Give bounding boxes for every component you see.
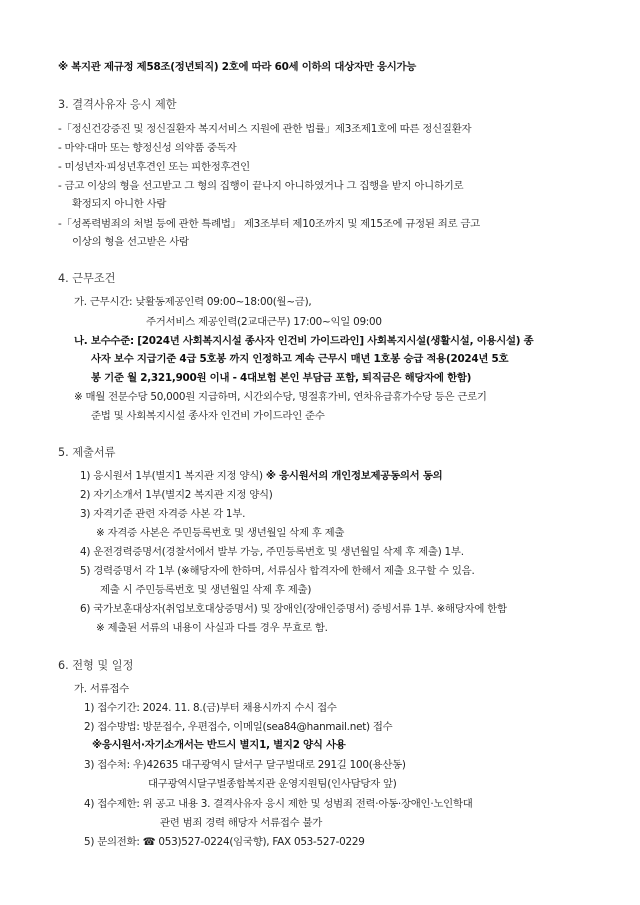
disqualification-item: -「정신건강증진 및 정신질환자 복지서비스 지원에 관한 법률」제3조제1호에 따른 정신질환자	[58, 123, 472, 135]
section-heading-schedule: 6. 전형 및 일정	[58, 659, 134, 672]
document-item: 2) 자기소개서 1부(별지2 복지관 지정 양식)	[80, 489, 273, 501]
document-item	[80, 469, 442, 483]
disqualification-item: - 마약·대마 또는 향정신성 의약품 중독자	[58, 142, 237, 154]
pay-level-line: 나. 보수수준: [2024년 사회복지시설 종사자 인건비 가이드라인] 사회복지시설(생활시설, 이용시설) 종	[74, 335, 534, 347]
schedule-item-continued: 대구광역시달구벌종합복지관 운영지원팀(인사담당자 앞)	[148, 778, 397, 790]
contact-phone: 5) 문의전화: ☎ 053)527-0224(임국향), FAX 053-527-0229	[84, 836, 365, 848]
document-item: 6) 국가보훈대상자(취업보호대상증명서) 및 장애인(장애인증명서) 증빙서류 1부. ※해당자에 한함	[80, 603, 507, 615]
pay-level-line-continued: 봉 기준 월 2,321,900원 이내 - 4대보험 본인 부담금 포함, 퇴직금은 해당자에 한함)	[91, 372, 472, 384]
schedule-item: 1) 접수기간: 2024. 11. 8.(금)부터 채용시까지 수시 접수	[84, 702, 337, 714]
schedule-item: 2) 접수방법: 방문접수, 우편접수, 이메일(sea84@hanmail.net) 접수	[84, 721, 393, 733]
section-heading-documents: 5. 제출서류	[58, 446, 116, 459]
document-item-note: ※ 제출된 서류의 내용이 사실과 다를 경우 무효로 함.	[96, 622, 328, 634]
document-item-note: ※ 자격증 사본은 주민등록번호 및 생년월일 삭제 후 제출	[96, 527, 345, 539]
section-heading-conditions: 4. 근무조건	[58, 272, 116, 285]
disqualification-item-continued: 확정되지 아니한 사람	[72, 198, 167, 210]
disqualification-item: - 금고 이상의 형을 선고받고 그 형의 집행이 끝나지 아니하였거나 그 집행을 받지 아니하기로	[58, 180, 464, 192]
disqualification-item: - 미성년자·피성년후견인 또는 피한정후견인	[58, 161, 250, 173]
pay-level-line-continued: 사자 보수 지급기준 4급 5호봉 까지 인정하고 계속 근무시 매년 1호봉 승급 적용(2024년 5호	[91, 353, 509, 365]
schedule-subheading: 가. 서류접수	[74, 683, 130, 695]
document-item: 3) 자격기준 관련 자격증 사본 각 1부.	[80, 508, 246, 520]
section-heading-disqualification: 3. 결격사유자 응시 제한	[58, 98, 177, 111]
allowance-note-continued: 준법 및 사회복지시설 종사자 인건비 가이드라인 준수	[91, 410, 325, 422]
form-usage-note: ※응시원서·자기소개서는 반드시 별지1, 별지2 양식 사용	[92, 739, 346, 751]
document-item: 5) 경력증명서 각 1부 (※해당자에 한하며, 서류심사 합격자에 한해서 제출 요구할 수 있음.	[80, 565, 475, 577]
schedule-item-continued: 관련 범죄 경력 해당자 서류접수 불가	[160, 817, 323, 829]
work-hours-line-continued: 주거서비스 제공인력(2교대근무) 17:00~익일 09:00	[146, 316, 382, 328]
document-item: 4) 운전경력증명서(경찰서에서 발부 가능, 주민등록번호 및 생년월일 삭제 후 제출) 1부.	[80, 546, 464, 558]
schedule-item: 3) 접수처: 우)42635 대구광역시 달서구 달구벌대로 291길 100(용산동)	[84, 759, 406, 771]
schedule-item: 4) 접수제한: 위 공고 내용 3. 결격사유자 응시 제한 및 성범죄 전력·아동·장애인·노인학대	[84, 798, 473, 810]
privacy-consent-note: ※ 응시원서의 개인정보제공동의서 동의	[265, 470, 443, 482]
document-item-continued: 제출 시 주민등록번호 및 생년월일 삭제 후 제출)	[100, 584, 312, 596]
disqualification-item-continued: 이상의 형을 선고받은 사람	[72, 236, 189, 248]
document-item-text: 1) 응시원서 1부(별지1 복지관 지정 양식)	[80, 470, 263, 482]
allowance-note: ※ 매월 전문수당 50,000원 지급하며, 시간외수당, 명절휴가비, 연차유급휴가수당 등은 근로기	[74, 391, 487, 403]
disqualification-item: -「성폭력범죄의 처벌 등에 관한 특례법」 제3조부터 제10조까지 및 제15조에 규정된 죄로 금고	[58, 218, 480, 230]
age-limit-notice: ※ 복지관 제규정 제58조(정년퇴직) 2호에 따라 60세 이하의 대상자만 응시가능	[58, 61, 417, 73]
work-hours-line: 가. 근무시간: 낮활동제공인력 09:00~18:00(월~금),	[74, 296, 312, 308]
